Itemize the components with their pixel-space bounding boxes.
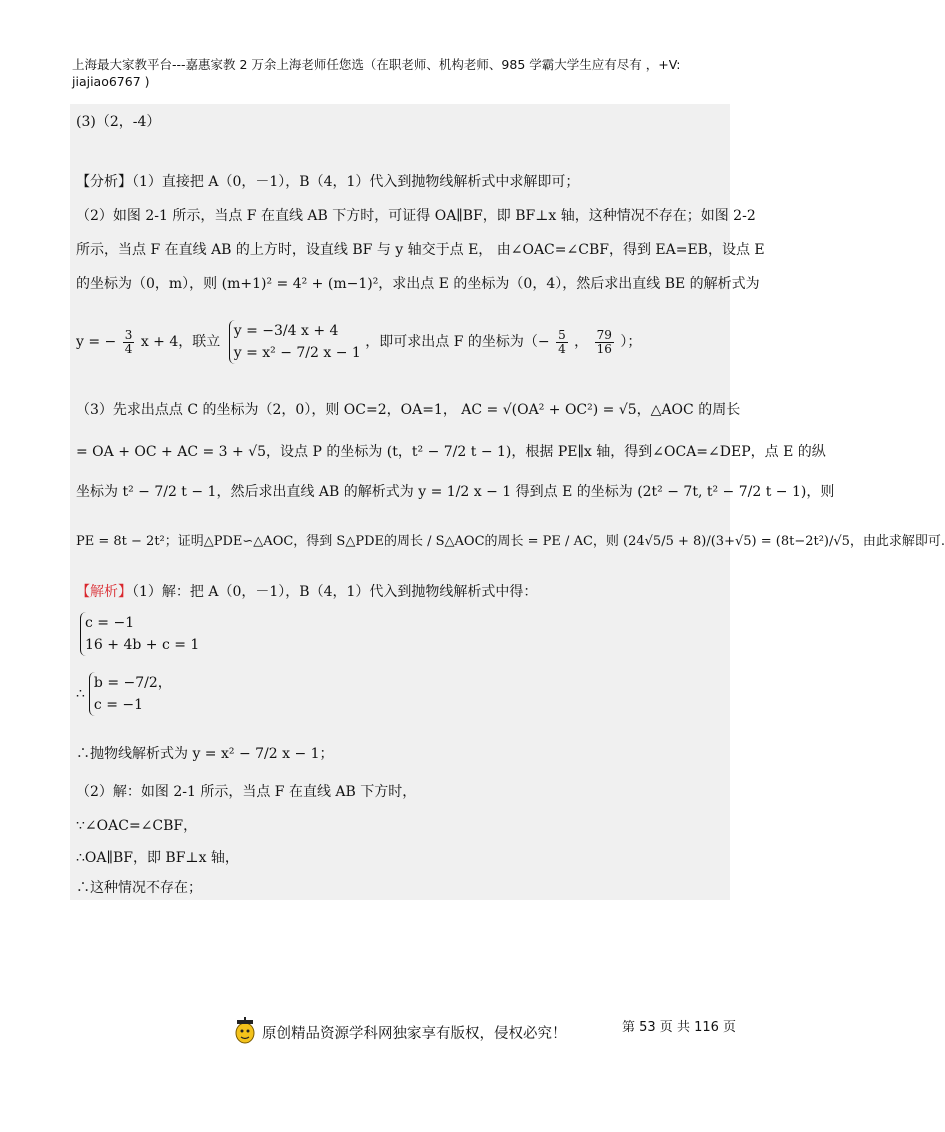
analysis-line-6: （3）先求出点点 C 的坐标为（2，0），则 OC=2，OA=1， AC = √(OA² + OC²) = √5，△AOC 的周长 <box>76 402 741 418</box>
equation-system-2: ∴ b = −7/2， c = −1 <box>76 672 724 716</box>
equation-system: y = −3/4 x + 4 y = x² − 7/2 x − 1 <box>229 320 361 364</box>
solution-line-3: （2）解：如图 2-1 所示，当点 F 在直线 AB 下方时， <box>76 784 417 800</box>
copyright-notice: 原创精品资源学科网独家享有版权，侵权必究！ <box>262 1026 567 1042</box>
analysis-tag: 【分析】 <box>76 174 132 190</box>
solution-content <box>70 104 945 900</box>
solution-line-4: ∵∠OAC=∠CBF， <box>76 818 198 834</box>
page-number: 第 53 页 共 116 页 <box>622 1020 737 1035</box>
analysis-line-8: 坐标为 t² − 7/2 t − 1，然后求出直线 AB 的解析式为 y = 1/2 x − 1 得到点 E 的坐标为 (2t² − 7t, t² − 7/2 t − 1)，则 <box>76 484 835 500</box>
fraction: $\frac{79}{16}$ <box>596 327 612 356</box>
analysis-line-7: = OA + OC + AC = 3 + √5，设点 P 的坐标为 (t，t² − 7/2 t − 1)，根据 PE∥x 轴，得到∠OCA=∠DEP，点 E 的纵 <box>76 444 826 460</box>
fraction: $\frac{3}{4}$ <box>124 327 133 356</box>
solution-line-5: ∴OA∥BF，即 BF⊥x 轴， <box>76 850 239 866</box>
analysis-line-5: y = − $\frac{3}{4}$ x + 4，联立 y = −3/4 x + 4 y = x² − 7/2 x − 1 ，即可求出点 F 的坐标为（− $\frac{5}{4}$ ， $\frac{79}{16}$ ）； <box>76 316 724 368</box>
header-line-2: jiajiao6767 ) <box>72 74 150 89</box>
fraction: $\frac{5}{4}$ <box>558 327 566 356</box>
solution-tag: 【解析】 <box>76 584 132 600</box>
page-header <box>72 56 732 90</box>
equation-system-1: c = −1 16 + 4b + c = 1 <box>76 612 724 656</box>
answer-3: (3)（2，-4） <box>76 114 161 130</box>
analysis-line-2: （2）如图 2-1 所示，当点 F 在直线 AB 下方时，可证得 OA∥BF，即 BF⊥x 轴，这种情况不存在；如图 2-2 <box>76 208 756 224</box>
solution-line-1: 【解析】（1）解：把 A（0，－1），B（4，1）代入到抛物线解析式中得： <box>76 584 538 600</box>
header-line-1: 上海最大家教平台---嘉惠家教 2 万余上海老师任您选（在职老师、机构老师、985 学霸大学生应有尽有 ，+V: <box>72 57 681 72</box>
analysis-line-4: 的坐标为（0，m），则 (m+1)² = 4² + (m−1)²，求出点 E 的坐标为（0，4），然后求出直线 BE 的解析式为 <box>76 276 760 292</box>
solution-line-2: ∴抛物线解析式为 y = x² − 7/2 x − 1； <box>76 746 334 762</box>
analysis-line-9: PE = 8t − 2t²；证明△PDE∽△AOC，得到 S△PDE的周长 / S△AOC的周长 = PE / AC，则 (24√5/5 + 8)/(3+√5) = (8t−2t²)/√5，由此求解即可. <box>76 534 945 549</box>
analysis-line-3: 所示，当点 F 在直线 AB 的上方时，设直线 BF 与 y 轴交于点 E， 由∠OAC=∠CBF，得到 EA=EB，设点 E <box>76 242 765 258</box>
analysis-line-1: 【分析】（1）直接把 A（0，－1），B（4，1）代入到抛物线解析式中求解即可； <box>76 174 580 190</box>
mascot-logo-icon <box>232 1016 258 1046</box>
solution-line-6: ∴这种情况不存在； <box>76 880 202 896</box>
